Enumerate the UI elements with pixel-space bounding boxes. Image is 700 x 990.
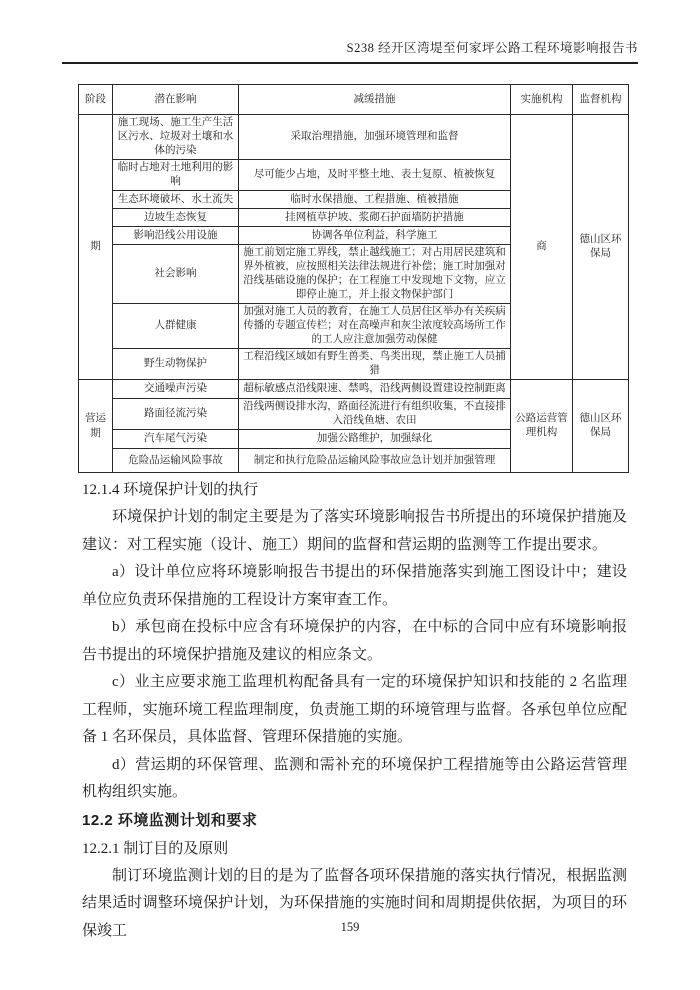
heading-12-2: 12.2 环境监测计划和要求 [82, 811, 258, 829]
measure-cell: 制定和执行危险品运输风险事故应急计划并加强管理 [239, 449, 511, 473]
stage-cell-construction: 期 [79, 115, 113, 380]
stage-cell-operation: 营运期 [79, 380, 113, 473]
running-header [62, 38, 638, 64]
measure-cell: 加强公路维护，加强绿化 [239, 430, 511, 449]
table-header-row [79, 85, 629, 115]
impact-cell: 危险品运输风险事故 [113, 449, 239, 473]
measure-cell: 沿线两侧设排水沟，路面径流进行有组织收集，不直接排入沿线鱼塘、农田 [239, 399, 511, 430]
impact-cell: 生态环境破坏、水土流失 [113, 191, 239, 209]
measure-cell: 超标敏感点沿线限速、禁鸣，沿线两侧设置建设控制距离 [239, 380, 511, 399]
impact-cell: 影响沿线公用设施 [113, 227, 239, 245]
paragraph-a: a）设计单位应将环境影响报告书提出的环保措施落实到施工图设计中；建设单位应负责环保措施的工程设计方案审查工作。 [82, 564, 627, 608]
heading-12-1-4: 12.1.4 环境保护计划的执行 [82, 482, 259, 498]
table-row [79, 115, 629, 160]
header-impact: 潜在影响 [113, 85, 239, 115]
paragraph-monitor: 制订环境监测计划的目的是为了监督各项环保措施的落实执行情况，根据监测结果适时调整环境保护计划，为环保措施的实施时间和周期提供依据，为项目的环保竣工 [82, 867, 627, 939]
impact-cell: 野生动物保护 [113, 349, 239, 380]
paragraph-c: c）业主应要求施工监理机构配备具有一定的环境保护知识和技能的 2 名监理工程师，实施环境工程监理制度，负责施工期的环境管理与监督。各承包单位应配备 1 名环保员，具体监督、管理环保措施的实施。 [82, 674, 627, 745]
implementer-cell-construction: 商 [511, 115, 573, 380]
paragraph-intro: 环境保护计划的制定主要是为了落实环境影响报告书所提出的环境保护措施及建议：对工程实施（设计、施工）期间的监督和营运期的监测等工作提出要求。 [82, 509, 627, 553]
implementer-cell-operation: 公路运营管理机构 [511, 380, 573, 473]
impact-cell: 社会影响 [113, 245, 239, 304]
measure-cell: 临时水保措施、工程措施、植被措施 [239, 191, 511, 209]
measure-cell: 施工前划定施工界线，禁止越线施工；对占用居民建筑和界外植被，应按照相关法律法规进行补偿；施工时加强对沿线基础设施的保护；在工程施工中发现地下文物，应立即停止施工，并上报文物保护部门 [239, 245, 511, 304]
impact-cell: 路面径流污染 [113, 399, 239, 430]
heading-12-2-1: 12.2.1 制订目的及原则 [82, 840, 229, 857]
body-text [82, 476, 627, 945]
paragraph-d: d）营运期的环保管理、监测和需补充的环境保护工程措施等由公路运营管理机构组织实施。 [82, 756, 627, 800]
measure-cell: 加强对施工人员的教育，在施工人员居住区举办有关疾病传播的专题宣传栏；对在高噪声和灰尘浓度较高场所工作的工人应注意加强劳动保健 [239, 304, 511, 349]
page-number: 159 [340, 920, 360, 934]
header-title: S238 经开区湾堤至何家坪公路工程环境影响报告书 [346, 41, 638, 55]
header-implementer: 实施机构 [511, 85, 573, 115]
measure-cell: 尽可能少占地，及时平整土地、表土复原、植被恢复 [239, 160, 511, 191]
supervisor-cell-construction: 德山区环保局 [573, 115, 629, 380]
measure-cell: 采取治理措施，加强环境管理和监督 [239, 115, 511, 160]
table-row [79, 380, 629, 399]
impact-cell: 人群健康 [113, 304, 239, 349]
impact-cell: 交通噪声污染 [113, 380, 239, 399]
measure-cell: 工程沿线区域如有野生兽类、鸟类出现，禁止施工人员捕猎 [239, 349, 511, 380]
measure-cell: 协调各单位利益，科学施工 [239, 227, 511, 245]
header-stage: 阶段 [79, 85, 113, 115]
paragraph-b: b）承包商在投标中应含有环境保护的内容，在中标的合同中应有环境影响报告书提出的环境保护措施及建议的相应条文。 [82, 619, 627, 663]
impact-cell: 边坡生态恢复 [113, 209, 239, 227]
header-supervisor: 监督机构 [573, 85, 629, 115]
mitigation-measures-table [78, 84, 629, 473]
impact-cell: 汽车尾气污染 [113, 430, 239, 449]
impact-cell: 临时占地对土地利用的影响 [113, 160, 239, 191]
header-measure: 减缓措施 [239, 85, 511, 115]
measure-cell: 挂网植草护坡、浆砌石护面墙防护措施 [239, 209, 511, 227]
impact-cell: 施工现场、施工生产生活区污水、垃圾对土壤和水体的污染 [113, 115, 239, 160]
supervisor-cell-operation: 德山区环保局 [573, 380, 629, 473]
